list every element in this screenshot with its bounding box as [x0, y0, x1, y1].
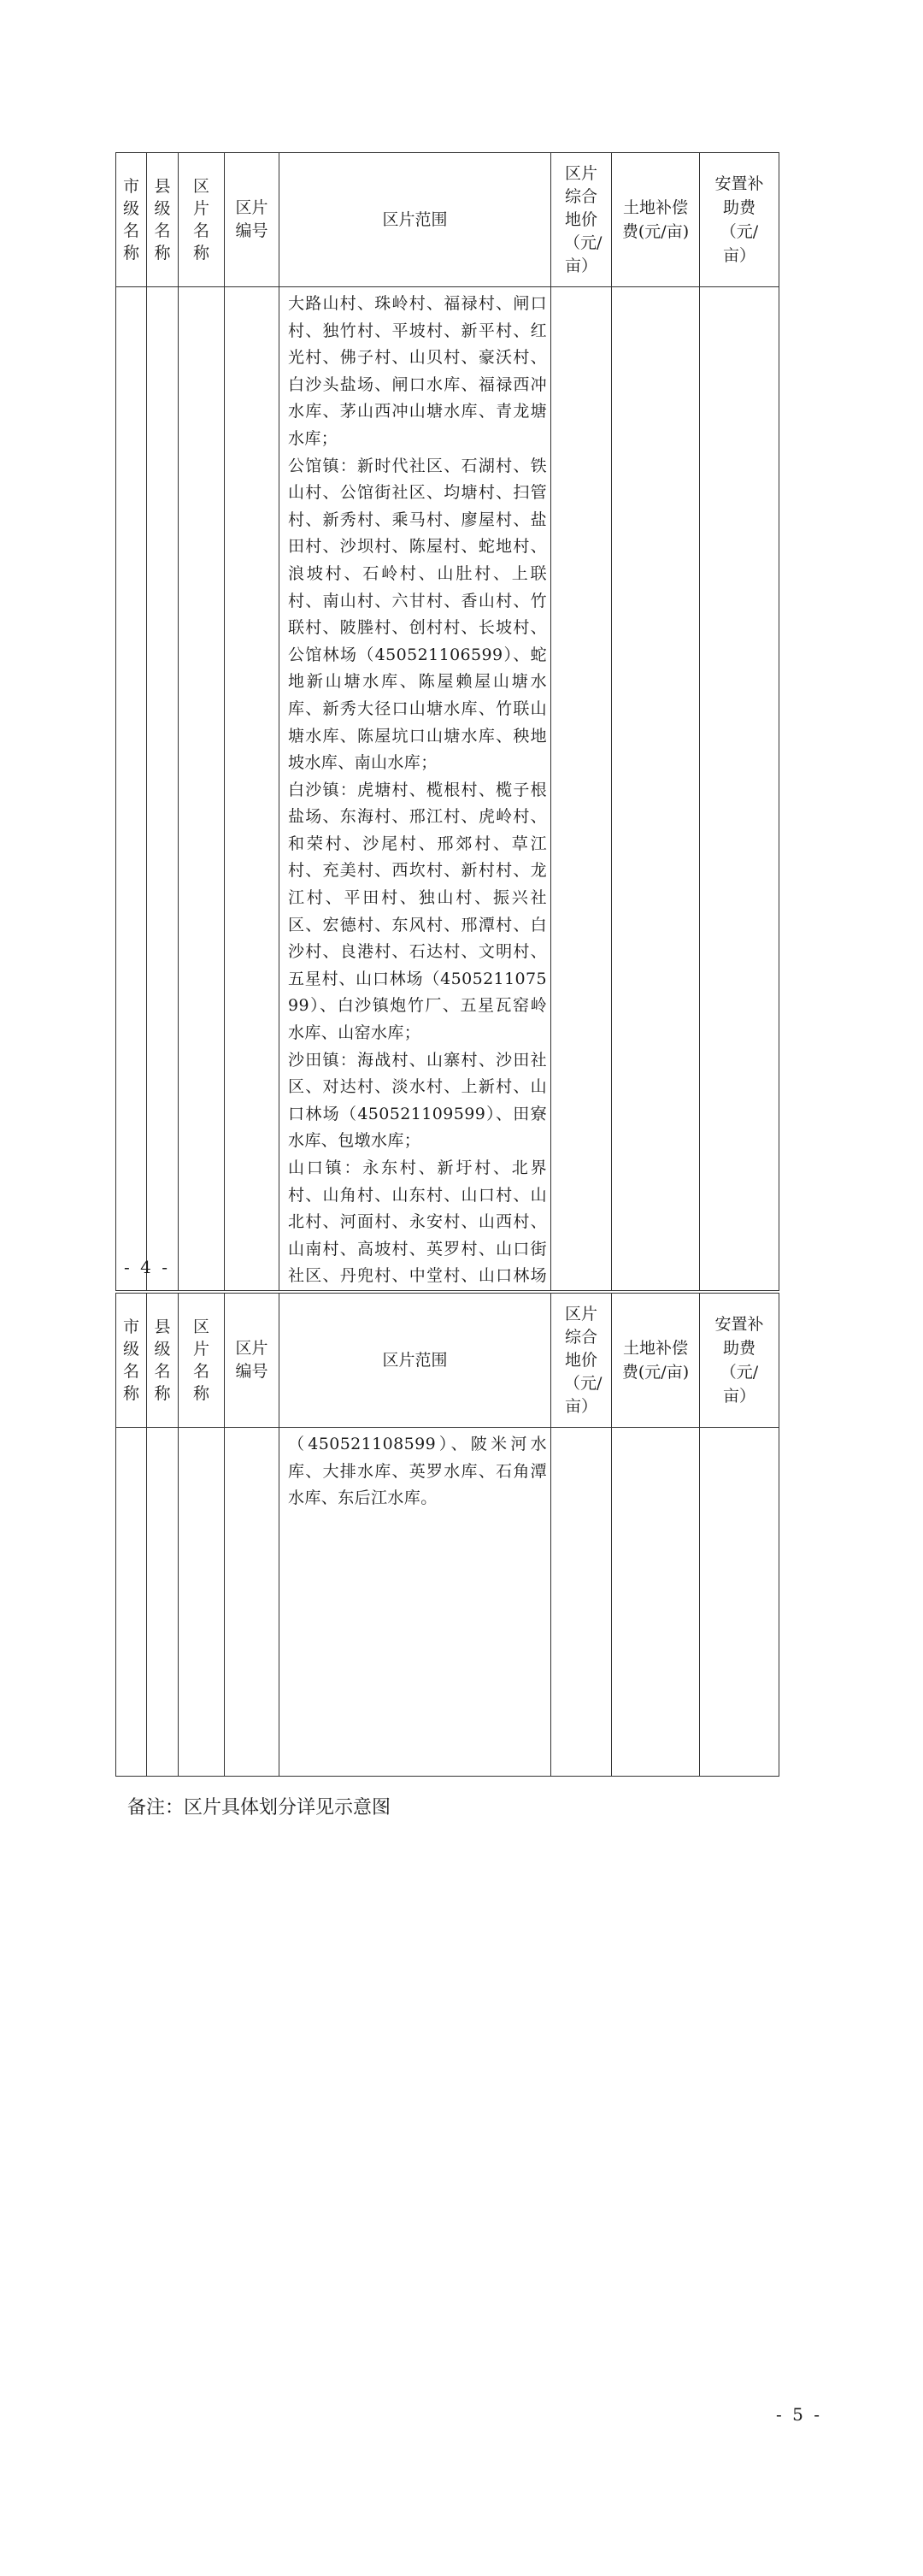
range-paragraph: 沙田镇：海战村、山寨村、沙田社区、对达村、淡水村、上新村、山口林场（450521109599）、田寮水库、包墩水库；: [288, 1050, 547, 1151]
header-land-compensation: 土地补偿费(元/亩): [612, 153, 700, 287]
table-row: [116, 287, 779, 1291]
cell-resettlement-subsidy: [700, 287, 779, 1291]
header-county: 县级名称: [147, 153, 179, 287]
cell-zone-code: [225, 287, 279, 1291]
cell-land-compensation: [612, 1428, 700, 1777]
cell-zone-name: [179, 1428, 225, 1777]
header-zone-range: 区片范围: [279, 1294, 551, 1428]
cell-zone-code: [225, 1428, 279, 1777]
cell-county: [147, 287, 179, 1291]
cell-land-compensation: [612, 287, 700, 1291]
cell-city: [116, 287, 147, 1291]
cell-county: [147, 1428, 179, 1777]
header-zone-code: 区片编号: [225, 153, 279, 287]
table-header-row: [116, 153, 779, 287]
header-land-compensation: 土地补偿费(元/亩): [612, 1294, 700, 1428]
range-paragraph: 山口镇：永东村、新圩村、北界村、山角村、山东村、山口村、山北村、河面村、永安村、山西村、山南村、高坡村、英罗村、山口街社区、丹兜村、中堂村、山口林场: [288, 1158, 547, 1286]
range-paragraph: 白沙镇：虎塘村、榄根村、榄子根盐场、东海村、邢江村、虎岭村、和荣村、沙尾村、邢郊村、草江村、充美村、西坎村、新村村、龙江村、平田村、独山村、振兴社区、宏德村、东风村、邢潭村、白沙村、良港村、石达村、文明村、五星村、山口林场（450521107599）、白沙镇炮竹厂、五星瓦窑岭水库、山窑水库；: [288, 780, 547, 1043]
table-row: [116, 1428, 779, 1777]
header-city: 市级名称: [116, 153, 147, 287]
header-resettlement-subsidy: 安置补助费（元/亩）: [700, 1294, 779, 1428]
header-zone-name: 区片名称: [179, 1294, 225, 1428]
header-zone-code: 区片编号: [225, 1294, 279, 1428]
range-paragraph: 公馆镇：新时代社区、石湖村、铁山村、公馆街社区、均塘村、扫管村、新秀村、乘马村、廖屋村、盐田村、沙坝村、陈屋村、蛇地村、浪坡村、石岭村、山肚村、上联村、南山村、六甘村、香山村、竹联村、陂塍村、创村村、长坡村、公馆林场（450521106599）、蛇地新山塘水库、陈屋赖屋山塘水库、新秀大径口山塘水库、竹联山塘水库、陈屋坑口山塘水库、秧地坡水库、南山水库；: [288, 456, 547, 773]
page-number-5: - 5 -: [776, 2404, 822, 2425]
table-header-row: [116, 1294, 779, 1428]
header-city: 市级名称: [116, 1294, 147, 1428]
range-paragraph: （450521108599）、陂米河水库、大排水库、英罗水库、石角潭水库、东后江水库。: [288, 1435, 547, 1508]
range-paragraph: 大路山村、珠岭村、福禄村、闸口村、独竹村、平坡村、新平村、红光村、佛子村、山贝村、豪沃村、白沙头盐场、闸口水库、福禄西冲水库、茅山西冲山塘水库、青龙塘水库；: [288, 294, 547, 448]
header-land-price: 区片综合地价（元/亩）: [551, 153, 612, 287]
cell-land-price: [551, 1428, 612, 1777]
header-resettlement-subsidy: 安置补助费（元/亩）: [700, 153, 779, 287]
header-zone-range: 区片范围: [279, 153, 551, 287]
cell-zone-name: [179, 287, 225, 1291]
cell-land-price: [551, 287, 612, 1291]
header-land-price: 区片综合地价（元/亩）: [551, 1294, 612, 1428]
header-zone-name: 区片名称: [179, 153, 225, 287]
page-number-4: - 4 -: [124, 1257, 170, 1277]
cell-city: [116, 1428, 147, 1777]
cell-zone-range: [279, 287, 551, 1291]
zone-table-page5: [115, 1293, 779, 1777]
cell-zone-range: [279, 1428, 551, 1777]
footnote: 备注：区片具体划分详见示意图: [127, 1797, 391, 1819]
cell-resettlement-subsidy: [700, 1428, 779, 1777]
header-county: 县级名称: [147, 1294, 179, 1428]
zone-table-page4: [115, 152, 779, 1291]
